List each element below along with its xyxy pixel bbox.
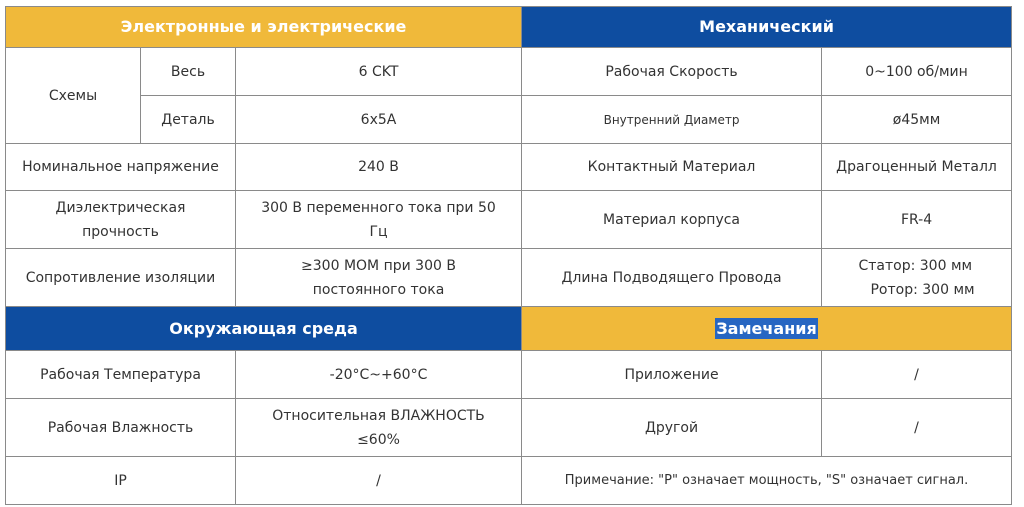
inner-diameter-value: ø45мм xyxy=(822,96,1012,144)
section-electronic-header: Электронные и электрические xyxy=(6,7,522,48)
contact-material-value: Драгоценный Металл xyxy=(822,144,1012,191)
humidity-label: Рабочая Влажность xyxy=(6,399,236,457)
detail-label: Деталь xyxy=(141,96,236,144)
temperature-value: -20°C~+60°C xyxy=(236,351,522,399)
circuits-label: Схемы xyxy=(6,48,141,144)
rated-voltage-value: 240 В xyxy=(236,144,522,191)
application-value: / xyxy=(822,351,1012,399)
spec-table xyxy=(5,6,1012,505)
temperature-label: Рабочая Температура xyxy=(6,351,236,399)
dielectric-label: Диэлектрическая прочность xyxy=(6,191,236,249)
other-label: Другой xyxy=(522,399,822,457)
ip-value: / xyxy=(236,457,522,505)
insulation-value: ≥300 МОМ при 300 В постоянного тока xyxy=(236,249,522,307)
total-label: Весь xyxy=(141,48,236,96)
housing-material-label: Материал корпуса xyxy=(522,191,822,249)
speed-value: 0~100 об/мин xyxy=(822,48,1012,96)
application-label: Приложение xyxy=(522,351,822,399)
lead-length-label: Длина Подводящего Провода xyxy=(522,249,822,307)
section-environment-header: Окружающая среда xyxy=(6,307,522,351)
section-mechanical-header: Механический xyxy=(522,7,1012,48)
rated-voltage-label: Номинальное напряжение xyxy=(6,144,236,191)
speed-label: Рабочая Скорость xyxy=(522,48,822,96)
humidity-value: Относительная ВЛАЖНОСТЬ ≤60% xyxy=(236,399,522,457)
remarks-note: Примечание: "P" означает мощность, "S" означает сигнал. xyxy=(522,457,1012,505)
lead-length-value: Статор: 300 мм Ротор: 300 мм xyxy=(822,249,1012,307)
housing-material-value: FR-4 xyxy=(822,191,1012,249)
contact-material-label: Контактный Материал xyxy=(522,144,822,191)
section-remarks-header xyxy=(522,307,1012,351)
detail-value: 6x5A xyxy=(236,96,522,144)
other-value: / xyxy=(822,399,1012,457)
ip-label: IP xyxy=(6,457,236,505)
total-value: 6 CKT xyxy=(236,48,522,96)
inner-diameter-label: Внутренний Диаметр xyxy=(522,96,822,144)
dielectric-value: 300 В переменного тока при 50 Гц xyxy=(236,191,522,249)
selected-text[interactable]: Замечания xyxy=(716,318,817,338)
insulation-label: Сопротивление изоляции xyxy=(6,249,236,307)
